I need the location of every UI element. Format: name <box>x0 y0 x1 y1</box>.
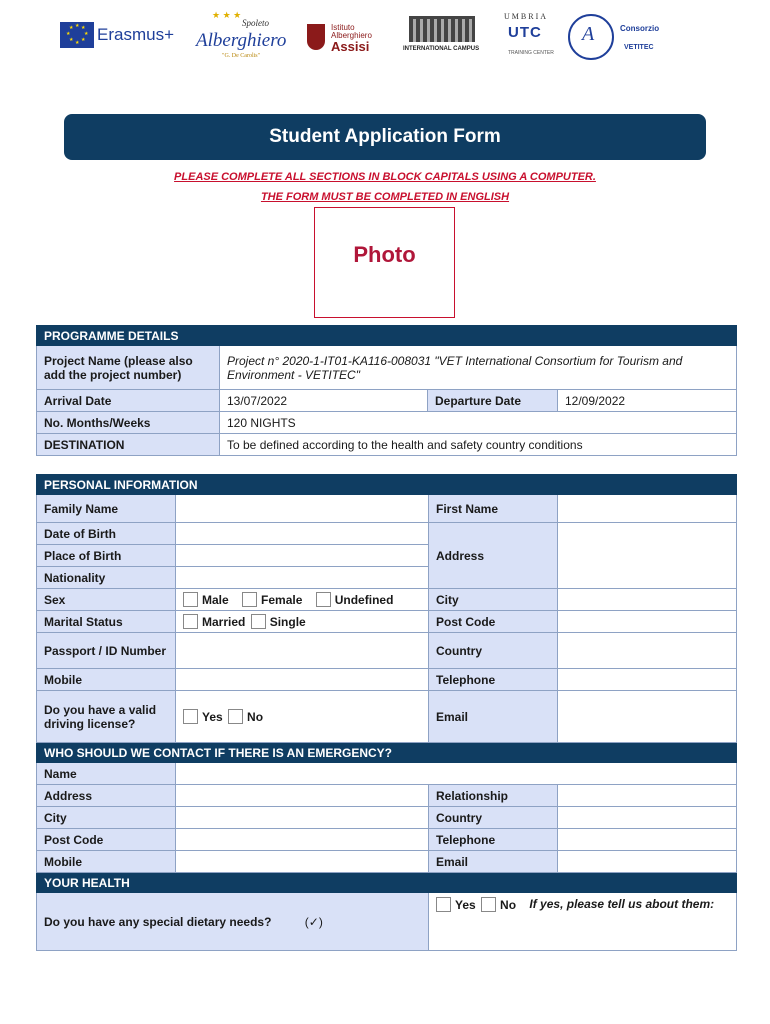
vetitec-text: VETITEC <box>624 44 654 51</box>
license-label: Do you have a valid driving license? <box>37 691 176 743</box>
destination-value[interactable]: To be defined according to the health and safety country conditions <box>220 434 737 456</box>
city-label: City <box>429 589 558 611</box>
emergency-country-label: Country <box>429 807 558 829</box>
emergency-city-field[interactable] <box>176 807 429 829</box>
male-label: Male <box>202 592 229 607</box>
emergency-name-label: Name <box>37 763 176 785</box>
mobile-field[interactable] <box>176 669 429 691</box>
utc-logo <box>498 8 558 64</box>
male-checkbox[interactable] <box>183 592 198 607</box>
instruction-english: THE FORM MUST BE COMPLETED IN ENGLISH <box>260 191 510 203</box>
post-code-field[interactable] <box>558 611 737 633</box>
emergency-email-field[interactable] <box>558 851 737 873</box>
erasmus-text: Erasmus+ <box>97 25 174 44</box>
dob-label: Date of Birth <box>37 523 176 545</box>
erasmus-logo <box>60 20 178 50</box>
alberghiero-text: Alberghiero <box>196 30 287 51</box>
family-name-label: Family Name <box>37 495 176 523</box>
relationship-field[interactable] <box>558 785 737 807</box>
address-label: Address <box>429 523 558 589</box>
consortium-a-icon: A <box>582 23 595 45</box>
dietary-no-checkbox[interactable] <box>481 897 496 912</box>
emergency-post-code-field[interactable] <box>176 829 429 851</box>
license-no-checkbox[interactable] <box>228 709 243 724</box>
married-label: Married <box>202 614 246 629</box>
mobile-label: Mobile <box>37 669 176 691</box>
undefined-label: Undefined <box>334 592 394 607</box>
departure-date-label: Departure Date <box>428 390 558 412</box>
passport-label: Passport / ID Number <box>37 633 176 669</box>
emergency-telephone-label: Telephone <box>429 829 558 851</box>
utc-text: UTC <box>508 24 542 41</box>
first-name-label: First Name <box>429 495 558 523</box>
form-title: Student Application Form <box>64 114 706 160</box>
email-field[interactable] <box>558 691 737 743</box>
arrival-date-label: Arrival Date <box>37 390 220 412</box>
project-name-value[interactable]: Project n° 2020-1-IT01-KA116-008031 "VET International Consortium for Tourism and Environment - VETITEC" <box>220 346 737 390</box>
dob-field[interactable] <box>176 523 429 545</box>
marital-status-label: Marital Status <box>37 611 176 633</box>
dietary-answer <box>429 893 737 951</box>
dietary-yes-label: Yes <box>455 897 476 912</box>
instruction-capitals: PLEASE COMPLETE ALL SECTIONS IN BLOCK CAPITALS USING A COMPUTER. <box>174 171 596 183</box>
building-icon <box>409 16 475 42</box>
section-heading-programme: PROGRAMME DETAILS <box>37 326 737 346</box>
sex-options <box>176 589 429 611</box>
emergency-mobile-field[interactable] <box>176 851 429 873</box>
campus-logo <box>401 8 485 64</box>
project-name-label: Project Name (please also add the project number) <box>37 346 220 390</box>
marital-options <box>176 611 429 633</box>
assisi-logo <box>303 8 373 64</box>
consorzio-logo <box>566 8 658 64</box>
assisi-small-text: Istituto Alberghiero <box>331 23 372 40</box>
emergency-name-field[interactable] <box>176 763 737 785</box>
section-heading-personal: PERSONAL INFORMATION <box>37 475 737 495</box>
duration-value[interactable]: 120 NIGHTS <box>220 412 737 434</box>
photo-box[interactable]: Photo <box>314 207 455 318</box>
destination-label: DESTINATION <box>37 434 220 456</box>
nationality-field[interactable] <box>176 567 429 589</box>
city-field[interactable] <box>558 589 737 611</box>
passport-field[interactable] <box>176 633 429 669</box>
emergency-email-label: Email <box>429 851 558 873</box>
eu-flag-icon: ★ ★ ★ ★ ★ ★ ★ ★ <box>60 22 94 48</box>
logo-strip <box>58 8 658 64</box>
departure-date-value[interactable]: 12/09/2022 <box>558 390 737 412</box>
country-field[interactable] <box>558 633 737 669</box>
section-heading-health: YOUR HEALTH <box>37 873 737 893</box>
alberghiero-sub: "G. De Carolis" <box>222 53 261 59</box>
stars-icon: ★ ★ ★ <box>212 10 242 20</box>
section-heading-emergency: WHO SHOULD WE CONTACT IF THERE IS AN EMERGENCY? <box>37 743 737 763</box>
license-yes-label: Yes <box>202 709 223 724</box>
telephone-field[interactable] <box>558 669 737 691</box>
dietary-question: Do you have any special dietary needs? <box>44 914 272 929</box>
dietary-needs-label <box>37 893 429 951</box>
sex-label: Sex <box>37 589 176 611</box>
undefined-checkbox[interactable] <box>316 592 331 607</box>
duration-label: No. Months/Weeks <box>37 412 220 434</box>
emergency-mobile-label: Mobile <box>37 851 176 873</box>
alberghiero-logo <box>182 8 292 64</box>
tick-icon: (✓) <box>304 914 323 929</box>
female-checkbox[interactable] <box>242 592 257 607</box>
crest-icon <box>307 24 325 50</box>
utc-top: UMBRIA <box>504 12 549 21</box>
female-label: Female <box>261 592 303 607</box>
emergency-address-field[interactable] <box>176 785 429 807</box>
single-label: Single <box>269 614 306 629</box>
dietary-details-prompt: If yes, please tell us about them: <box>529 897 715 911</box>
telephone-label: Telephone <box>429 669 558 691</box>
relationship-label: Relationship <box>429 785 558 807</box>
campus-text: INTERNATIONAL CAMPUS <box>403 46 480 52</box>
post-code-label: Post Code <box>429 611 558 633</box>
first-name-field[interactable] <box>558 495 737 523</box>
arrival-date-value[interactable]: 13/07/2022 <box>220 390 428 412</box>
country-label: Country <box>429 633 558 669</box>
emergency-post-code-label: Post Code <box>37 829 176 851</box>
license-no-label: No <box>247 709 264 724</box>
alberghiero-top: Spoleto <box>242 18 269 28</box>
email-label: Email <box>429 691 558 743</box>
personal-information-table <box>36 474 737 951</box>
single-checkbox[interactable] <box>251 614 266 629</box>
license-options <box>176 691 429 743</box>
dietary-yes-checkbox[interactable] <box>436 897 451 912</box>
pob-label: Place of Birth <box>37 545 176 567</box>
family-name-field[interactable] <box>176 495 429 523</box>
pob-field[interactable] <box>176 545 429 567</box>
consorzio-text: Consorzio <box>620 24 660 33</box>
license-yes-checkbox[interactable] <box>183 709 198 724</box>
emergency-telephone-field[interactable] <box>558 829 737 851</box>
programme-details-table <box>36 325 737 456</box>
emergency-address-label: Address <box>37 785 176 807</box>
nationality-label: Nationality <box>37 567 176 589</box>
address-field[interactable] <box>558 523 737 589</box>
dietary-no-label: No <box>500 897 517 912</box>
emergency-country-field[interactable] <box>558 807 737 829</box>
married-checkbox[interactable] <box>183 614 198 629</box>
assisi-text: Assisi <box>331 39 370 54</box>
utc-sub: TRAINING CENTER <box>508 50 554 56</box>
emergency-city-label: City <box>37 807 176 829</box>
